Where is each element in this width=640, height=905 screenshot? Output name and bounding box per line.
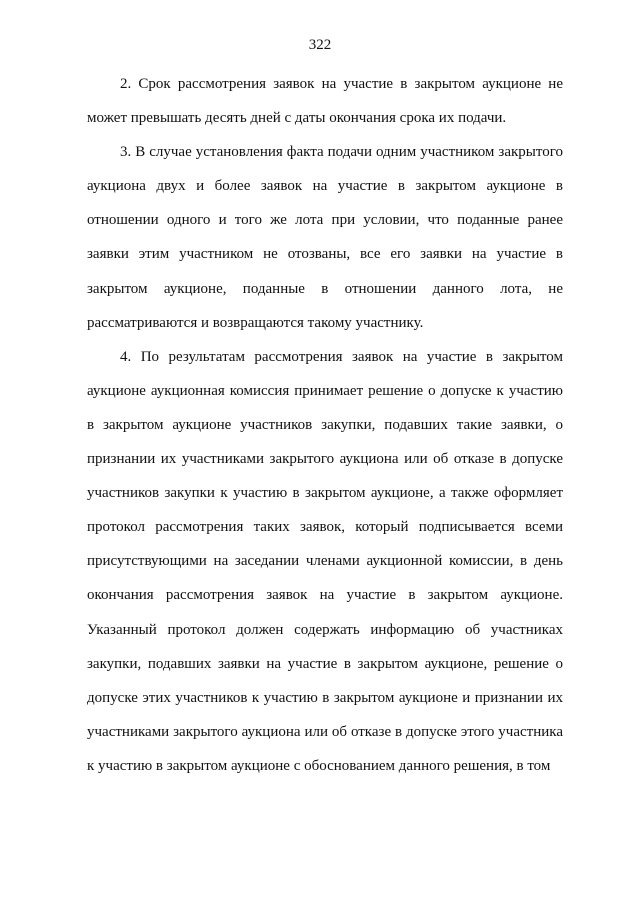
paragraph-deadline: 2. Срок рассмотрения заявок на участие в закрытом аукционе не может превышать десять дней с даты окончания срока их подачи. — [87, 76, 563, 127]
paragraph-review-results: 4. По результатам рассмотрения заявок на участие в закрытом аукционе аукционная комиссия принимает решение о допуске к участию в закрытом аукционе участников закупки, подавших такие заявки, о признании их участниками закрытого аукциона или об отказе в допуске участников закупки к участию в закрытом аукционе, а также оформляет протокол рассмотрения таких заявок, который подписывается всеми присутствующими на заседании членами аукционной комиссии, в день окончания рассмотрения заявок на участие в закрытом аукционе. Указанный протокол должен содержать информацию об участниках закупки, подавших заявки на участие в закрытом аукционе, решение о допуске этих участников к участию в закрытом аукционе и признании их участниками закрытого аукциона или об отказе в допуске этого участника к участию в закрытом аукционе с обоснованием данного решения, в том — [87, 348, 563, 774]
body-text — [87, 67, 563, 783]
page-number: 322 — [308, 37, 332, 53]
paragraph-multiple-applications: 3. В случае установления факта подачи одним участником закрытого аукциона двух и более заявок на участие в закрытом аукционе в отношении одного и того же лота при условии, что поданные ранее заявки этим участником не отозваны, все его заявки на участие в закрытом аукционе, поданные в отношении данного лота, не рассматриваются и возвращаются такому участнику. — [87, 144, 563, 331]
